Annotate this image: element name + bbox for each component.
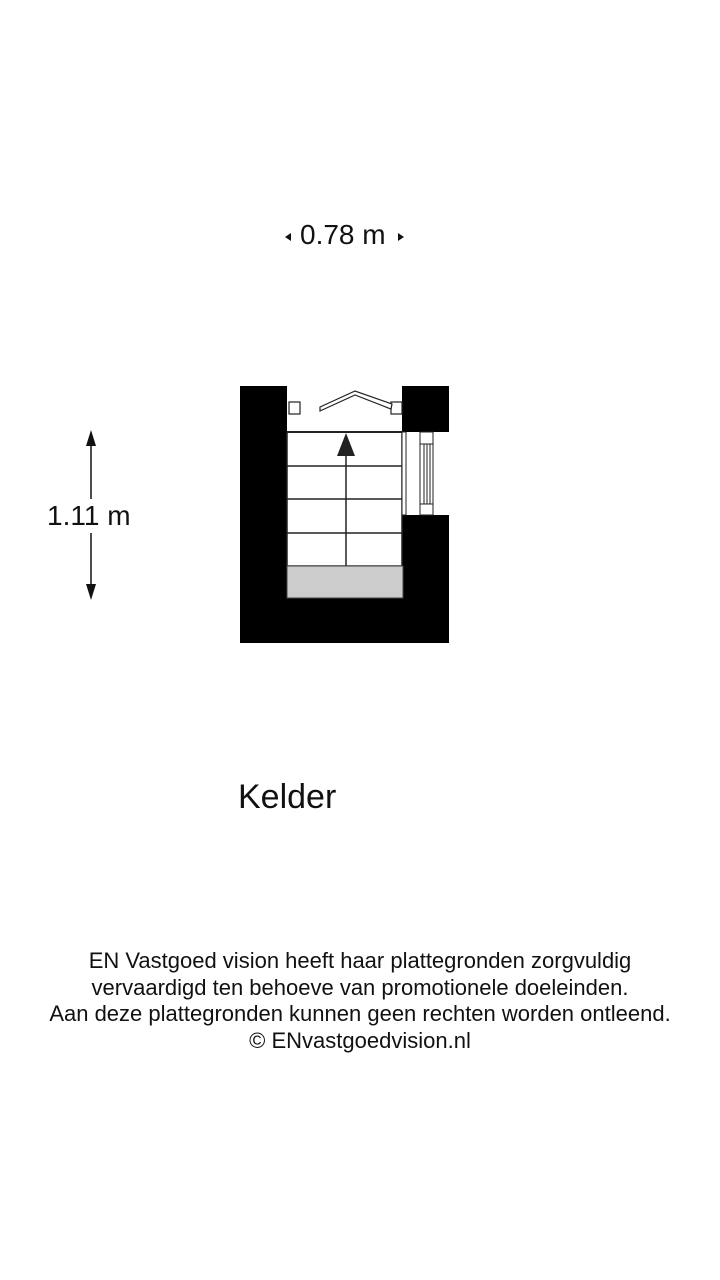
room-label: Kelder <box>238 778 337 816</box>
disclaimer-line: vervaardigd ten behoeve van promotionele doeleinden. <box>91 974 629 1000</box>
door-jamb-left <box>289 402 300 414</box>
width-dimension-label: 0.78 m <box>300 219 386 250</box>
disclaimer <box>0 948 720 1054</box>
window-icon <box>402 432 433 515</box>
landing <box>287 566 403 598</box>
depth-dimension-label: 1.11 m <box>47 500 131 531</box>
staircase-up <box>287 432 402 566</box>
door-swing-icon <box>320 391 392 411</box>
copyright-line: © ENvastgoedvision.nl <box>249 1027 471 1053</box>
disclaimer-line: EN Vastgoed vision heeft haar plattegronden zorgvuldig <box>88 948 632 973</box>
disclaimer-line: Aan deze plattegronden kunnen geen rechten worden ontleend. <box>49 1001 671 1026</box>
